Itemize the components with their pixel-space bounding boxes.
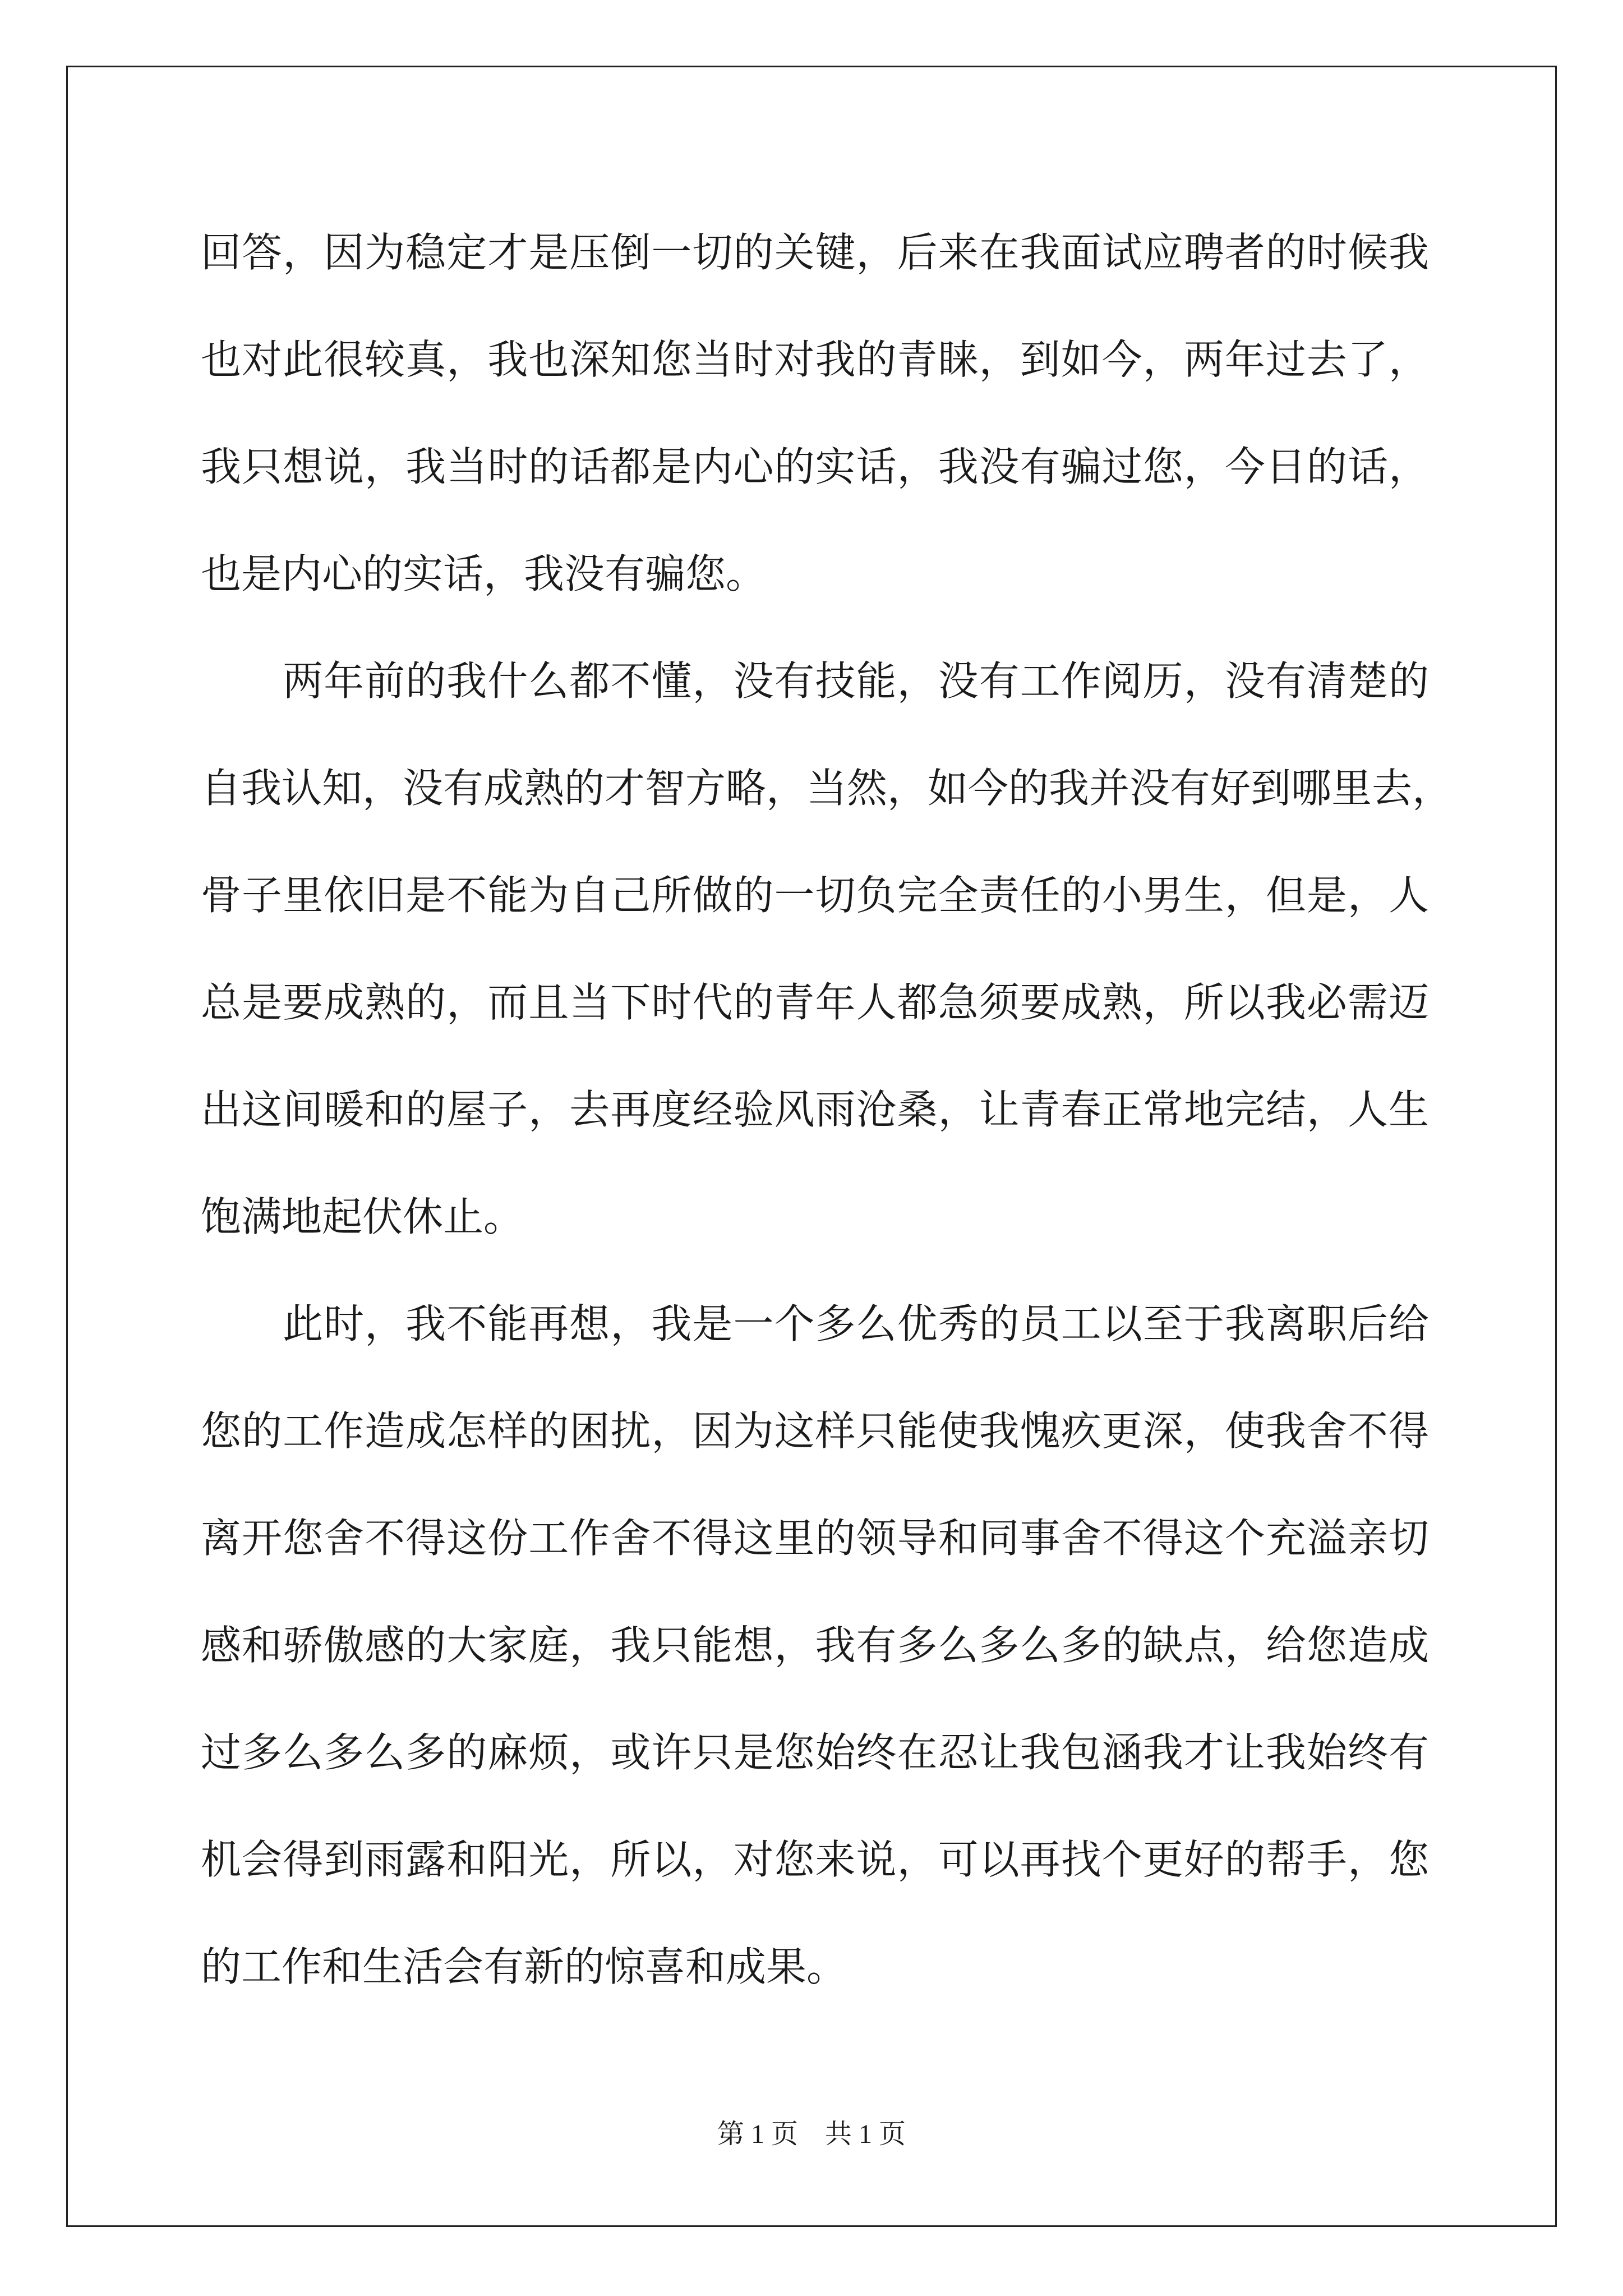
paragraph-3-line-4: 感和骄傲感的大家庭，我只能想，我有多么多么多的缺点，给您造成 <box>201 1622 1429 1669</box>
paragraph-3-line-5: 过多么多么多的麻烦，或许只是您始终在忍让我包涵我才让我始终有 <box>201 1729 1429 1776</box>
paragraph-2-line-2: 自我认知，没有成熟的才智方略，当然，如今的我并没有好到哪里去， <box>201 765 1453 812</box>
page-number: 第 1 页 <box>717 2119 798 2149</box>
paragraph-1-line-2: 也对此很较真，我也深知您当时对我的青睐，到如今，两年过去了， <box>201 336 1429 383</box>
paragraph-3-line-6: 机会得到雨露和阳光，所以，对您来说，可以再找个更好的帮手，您 <box>201 1836 1429 1883</box>
paragraph-2-line-1: 两年前的我什么都不懂，没有技能，没有工作阅历，没有清楚的 <box>201 657 1429 705</box>
paragraph-3-line-2: 您的工作造成怎样的困扰，因为这样只能使我愧疚更深，使我舍不得 <box>201 1407 1429 1455</box>
paragraph-3-line-7: 的工作和生活会有新的惊喜和成果。 <box>201 1943 847 1990</box>
paragraph-2-line-5: 出这间暖和的屋子，去再度经验风雨沧桑，让青春正常地完结，人生 <box>201 1086 1429 1133</box>
paragraph-2-line-4: 总是要成熟的，而且当下时代的青年人都急须要成熟，所以我必需迈 <box>201 979 1429 1026</box>
document-body <box>201 219 1453 2040</box>
paragraph-1-line-4: 也是内心的实话，我没有骗您。 <box>201 550 767 597</box>
paragraph-2-line-6: 饱满地起伏休止。 <box>201 1193 524 1240</box>
page-total: 共 1 页 <box>825 2119 906 2149</box>
paragraph-1-line-1: 回答，因为稳定才是压倒一切的关键，后来在我面试应聘者的时候我 <box>201 229 1429 276</box>
paragraph-3-line-3: 离开您舍不得这份工作舍不得这里的领导和同事舍不得这个充溢亲切 <box>201 1515 1429 1562</box>
paragraph-2-line-3: 骨子里依旧是不能为自己所做的一切负完全责任的小男生，但是，人 <box>201 872 1429 919</box>
paragraph-1-line-3: 我只想说，我当时的话都是内心的实话，我没有骗过您，今日的话， <box>201 443 1429 490</box>
paragraph-3-line-1: 此时，我不能再想，我是一个多么优秀的员工以至于我离职后给 <box>201 1300 1429 1347</box>
page-footer <box>0 2118 1623 2151</box>
